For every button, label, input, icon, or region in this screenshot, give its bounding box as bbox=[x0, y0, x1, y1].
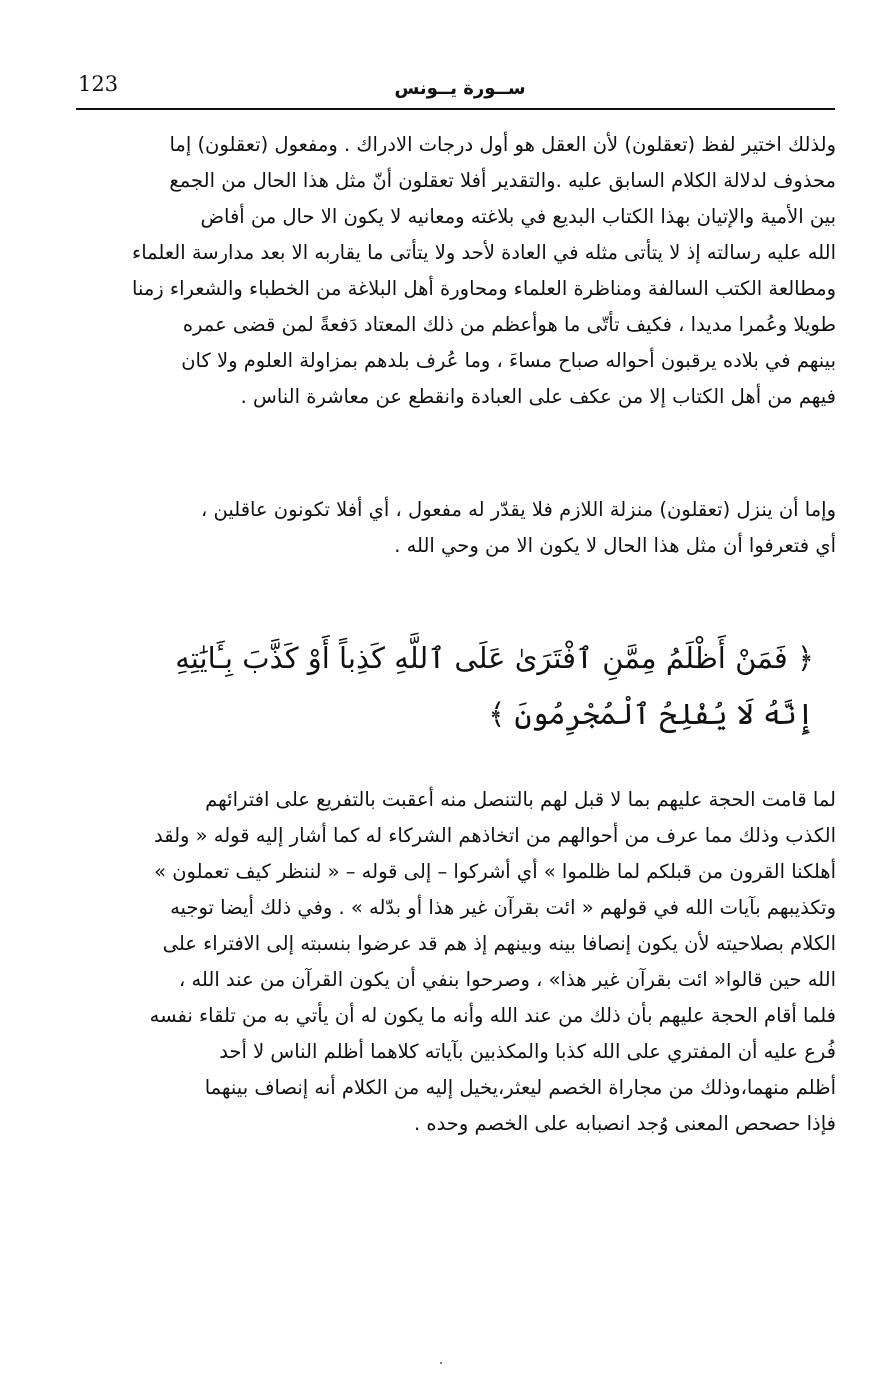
text-line: لما قامت الحجة عليهم بما لا قبل لهم بالتنصل منه أعقبت بالتفريع على افترائهم bbox=[205, 788, 836, 811]
scan-speck bbox=[440, 1362, 442, 1364]
text-line: ومطالعة الكتب السالفة ومناظرة العلماء ومحاورة أهل البلاغة من الخطباء والشعراء زمنا bbox=[132, 277, 836, 300]
text-line: محذوف لدلالة الكلام السابق عليه .والتقدير أفلا تعقلون أنّ مثل هذا الحال من الجمع bbox=[169, 169, 836, 192]
text-line: طويلا وعُمرا مديدا ، فكيف تأتّى ما هوأعظم من ذلك المعتاد دَفعةً لمن قضى عمره bbox=[182, 313, 836, 336]
text-line: الكلام بصلاحيته لأن يكون إنصافا بينه وبينهم إذ هم قد عرضوا بنسبته إلى الافتراء على bbox=[162, 932, 836, 955]
header-rule bbox=[76, 108, 835, 110]
text-line: وتكذيبهم بآيات الله في قولهم « ائت بقرآن غير هذا أو بدّله » . وفي ذلك أيضا توجيه bbox=[170, 896, 836, 919]
text-line: فُرع عليه أن المفتري على الله كذبا والمكذبين بآياته كلاهما أظلم الناس لا أحد bbox=[219, 1040, 836, 1063]
text-line: فيهم من أهل الكتاب إلا من عكف على العبادة وانقطع عن معاشرة الناس . bbox=[240, 385, 836, 408]
text-line: فلما أقام الحجة عليهم بأن ذلك من عند الله وأنه ما يكون له أن يأتي به من تلقاء نفسه bbox=[149, 1004, 836, 1027]
text-line: بين الأمية والإتيان بهذا الكتاب البديع في بلاغته ومعانيه لا يكون الا حال من أفاض bbox=[200, 205, 836, 228]
text-line: الكذب وذلك مما عرف من أحوالهم من اتخاذهم الشركاء له كما أشار إليه قوله « ولقد bbox=[153, 824, 836, 847]
quran-verse bbox=[74, 630, 814, 742]
text-line: وإما أن ينزل (تعقلون) منزلة اللازم فلا يقدّر له مفعول ، أي أفلا تكونون عاقلين ، bbox=[201, 498, 836, 521]
running-title: ســورة يــونس bbox=[394, 78, 526, 99]
paragraph-commentary-1 bbox=[74, 127, 836, 415]
page-number: 123 bbox=[78, 72, 119, 96]
verse-line: ﴿ فَمَنْ أَظْلَمُ مِمَّنِ ٱفْتَرَىٰ عَلَى ٱللَّهِ كَذِباً أَوْ كَذَّبَ بِـَٔايَٰتِهِ bbox=[175, 641, 814, 675]
paragraph-commentary-2 bbox=[74, 492, 836, 564]
paragraph-commentary-3 bbox=[74, 782, 836, 1142]
text-line: الله عليه رسالته إذ لا يتأتى مثله في العادة لأحد ولا يتأتى ما يقاربه الا بعد مدارسة العلماء bbox=[132, 241, 836, 264]
text-line: بينهم في بلاده يرقبون أحواله صباح مساءَ ، وما عُرف بلدهم بمزاولة العلوم ولا كان bbox=[181, 349, 836, 372]
text-line: فإذا حصحص المعنى وُجد انصبابه على الخصم وحده . bbox=[413, 1112, 836, 1135]
text-line: أظلم منهما،وذلك من مجاراة الخصم ليعثر،يخيل إليه من الكلام أنه إنصاف بينهما bbox=[204, 1076, 836, 1099]
verse-line: إِنَّهُ لَا يُفْلِحُ ٱلْمُجْرِمُونَ ﴾ bbox=[488, 697, 814, 731]
text-line: الله حين قالوا« ائت بقرآن غير هذا» ، وصرحوا بنفي أن يكون القرآن من عند الله ، bbox=[178, 968, 836, 991]
text-line: ولذلك اختير لفظ (تعقلون) لأن العقل هو أول درجات الادراك . ومفعول (تعقلون) إما bbox=[169, 133, 836, 156]
text-line: أي فتعرفوا أن مثل هذا الحال لا يكون الا من وحي الله . bbox=[394, 534, 836, 557]
text-line: أهلكنا القرون من قبلكم لما ظلموا » أي أشركوا – إلى قوله – « لننظر كيف تعملون » bbox=[154, 860, 836, 883]
